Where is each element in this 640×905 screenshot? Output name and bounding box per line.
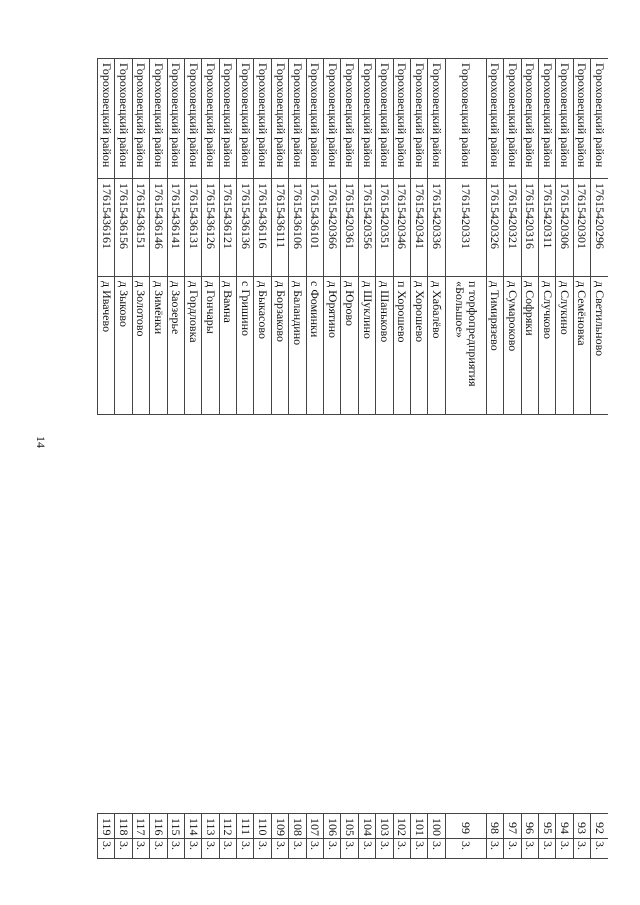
code-cell: 17615436106	[289, 179, 306, 277]
region-cell: Гороховецкий район	[306, 59, 323, 179]
row-number-cell: 119	[97, 814, 114, 839]
empty-cell	[202, 661, 219, 814]
row-number-cell: 112	[219, 814, 236, 839]
empty-cell	[556, 511, 573, 593]
code-cell: 17615436146	[150, 179, 167, 277]
row-number-cell: 100	[428, 814, 445, 839]
empty-cell	[445, 511, 486, 593]
table-row	[358, 59, 375, 859]
settlement-name-cell: д Юрово	[341, 277, 358, 415]
region-cell: Гороховецкий район	[410, 59, 427, 179]
empty-cell	[202, 593, 219, 661]
section-cell: 3.	[504, 839, 521, 859]
region-cell: Гороховецкий район	[219, 59, 236, 179]
row-number-cell: 115	[167, 814, 184, 839]
code-cell: 17615420316	[521, 179, 538, 277]
empty-cell	[271, 511, 288, 593]
empty-cell	[97, 661, 114, 814]
settlement-name-cell: д Шаньково	[376, 277, 393, 415]
row-number-cell: 107	[306, 814, 323, 839]
table-row	[167, 59, 184, 859]
empty-cell	[202, 415, 219, 511]
region-cell: Гороховецкий район	[132, 59, 149, 179]
settlement-name-cell: д Шуклино	[358, 277, 375, 415]
empty-cell	[97, 593, 114, 661]
empty-cell	[115, 593, 132, 661]
empty-cell	[237, 593, 254, 661]
empty-cell	[428, 511, 445, 593]
section-cell: 3.	[428, 839, 445, 859]
region-cell: Гороховецкий район	[97, 59, 114, 179]
region-cell: Гороховецкий район	[202, 59, 219, 179]
row-number-cell: 117	[132, 814, 149, 839]
region-cell: Гороховецкий район	[376, 59, 393, 179]
empty-cell	[289, 511, 306, 593]
code-cell: 17615436161	[97, 179, 114, 277]
section-cell: 3.	[132, 839, 149, 859]
code-cell: 17615420296	[591, 179, 608, 277]
settlement-name-cell: д Случково	[538, 277, 555, 415]
code-cell: 17615420311	[538, 179, 555, 277]
empty-cell	[556, 661, 573, 814]
empty-cell	[573, 415, 590, 511]
empty-cell	[306, 415, 323, 511]
row-number-cell: 102	[393, 814, 410, 839]
empty-cell	[486, 511, 503, 593]
row-number-cell: 94	[556, 814, 573, 839]
table-row	[254, 59, 271, 859]
section-cell: 3.	[167, 839, 184, 859]
empty-cell	[184, 661, 201, 814]
region-cell: Гороховецкий район	[237, 59, 254, 179]
region-cell: Гороховецкий район	[271, 59, 288, 179]
section-cell: 3.	[237, 839, 254, 859]
region-cell: Гороховецкий район	[324, 59, 341, 179]
settlement-name-cell: д Быкасово	[254, 277, 271, 415]
empty-cell	[538, 415, 555, 511]
row-number-cell: 105	[341, 814, 358, 839]
empty-cell	[306, 593, 323, 661]
empty-cell	[591, 593, 608, 661]
empty-cell	[591, 415, 608, 511]
table-row	[410, 59, 427, 859]
region-cell: Гороховецкий район	[538, 59, 555, 179]
empty-cell	[254, 661, 271, 814]
empty-cell	[324, 511, 341, 593]
section-cell: 3.	[115, 839, 132, 859]
table-row	[486, 59, 503, 859]
code-cell: 17615420361	[341, 179, 358, 277]
settlement-name-cell: п торфопредприятия «Большое»	[445, 277, 486, 415]
empty-cell	[428, 661, 445, 814]
empty-cell	[97, 511, 114, 593]
empty-cell	[486, 415, 503, 511]
empty-cell	[521, 511, 538, 593]
region-cell: Гороховецкий район	[358, 59, 375, 179]
section-cell: 3.	[324, 839, 341, 859]
table-row	[521, 59, 538, 859]
table-row	[115, 59, 132, 859]
table-row	[445, 59, 486, 859]
region-cell: Гороховецкий район	[341, 59, 358, 179]
empty-cell	[219, 593, 236, 661]
row-number-cell: 108	[289, 814, 306, 839]
settlement-name-cell: д Зыково	[115, 277, 132, 415]
empty-cell	[167, 593, 184, 661]
empty-cell	[167, 511, 184, 593]
row-number-cell: 113	[202, 814, 219, 839]
table-row	[237, 59, 254, 859]
empty-cell	[504, 593, 521, 661]
section-cell: 3.	[486, 839, 503, 859]
empty-cell	[538, 511, 555, 593]
row-number-cell: 109	[271, 814, 288, 839]
empty-cell	[486, 593, 503, 661]
code-cell: 17615436156	[115, 179, 132, 277]
empty-cell	[591, 511, 608, 593]
empty-cell	[115, 511, 132, 593]
code-cell: 17615420306	[556, 179, 573, 277]
code-cell: 17615420346	[393, 179, 410, 277]
empty-cell	[393, 511, 410, 593]
section-cell: 3.	[556, 839, 573, 859]
section-cell: 3.	[150, 839, 167, 859]
row-number-cell: 103	[376, 814, 393, 839]
settlement-name-cell: д Юрятино	[324, 277, 341, 415]
section-cell: 3.	[445, 839, 486, 859]
table-row	[538, 59, 555, 859]
section-cell: 3.	[410, 839, 427, 859]
empty-cell	[341, 661, 358, 814]
empty-cell	[410, 511, 427, 593]
empty-cell	[132, 661, 149, 814]
code-cell: 17615420366	[324, 179, 341, 277]
table-row	[376, 59, 393, 859]
empty-cell	[504, 661, 521, 814]
row-number-cell: 93	[573, 814, 590, 839]
empty-cell	[97, 415, 114, 511]
empty-cell	[150, 511, 167, 593]
empty-cell	[521, 593, 538, 661]
settlement-name-cell: д Золотово	[132, 277, 149, 415]
empty-cell	[115, 415, 132, 511]
settlement-name-cell: д Борзаково	[271, 277, 288, 415]
code-cell: 17615436141	[167, 179, 184, 277]
code-cell: 17615436136	[237, 179, 254, 277]
row-number-cell: 114	[184, 814, 201, 839]
row-number-cell: 101	[410, 814, 427, 839]
empty-cell	[115, 661, 132, 814]
row-number-cell: 104	[358, 814, 375, 839]
code-cell: 17615420341	[410, 179, 427, 277]
empty-cell	[254, 511, 271, 593]
empty-cell	[376, 593, 393, 661]
empty-cell	[237, 661, 254, 814]
section-cell: 3.	[591, 839, 608, 859]
empty-cell	[184, 511, 201, 593]
section-cell: 3.	[358, 839, 375, 859]
table-row	[428, 59, 445, 859]
code-cell: 17615436151	[132, 179, 149, 277]
region-cell: Гороховецкий район	[115, 59, 132, 179]
empty-cell	[358, 593, 375, 661]
empty-cell	[410, 661, 427, 814]
settlement-name-cell: д Заозерье	[167, 277, 184, 415]
empty-cell	[219, 511, 236, 593]
empty-cell	[306, 661, 323, 814]
code-cell: 17615420326	[486, 179, 503, 277]
empty-cell	[504, 511, 521, 593]
empty-cell	[324, 661, 341, 814]
settlement-name-cell: д Софряки	[521, 277, 538, 415]
empty-cell	[358, 661, 375, 814]
code-cell: 17615420351	[376, 179, 393, 277]
section-cell: 3.	[521, 839, 538, 859]
empty-cell	[504, 415, 521, 511]
empty-cell	[150, 593, 167, 661]
table-row	[184, 59, 201, 859]
empty-cell	[410, 415, 427, 511]
settlement-name-cell: д Светильново	[591, 277, 608, 415]
section-cell: 3.	[538, 839, 555, 859]
region-cell: Гороховецкий район	[184, 59, 201, 179]
table-row	[556, 59, 573, 859]
empty-cell	[341, 511, 358, 593]
region-cell: Гороховецкий район	[393, 59, 410, 179]
section-cell: 3.	[341, 839, 358, 859]
settlement-name-cell: д Вамна	[219, 277, 236, 415]
row-number-cell: 92	[591, 814, 608, 839]
code-cell: 17615436121	[219, 179, 236, 277]
empty-cell	[358, 415, 375, 511]
code-cell: 17615436111	[271, 179, 288, 277]
settlements-table	[97, 58, 608, 859]
region-cell: Гороховецкий район	[521, 59, 538, 179]
empty-cell	[521, 661, 538, 814]
row-number-cell: 118	[115, 814, 132, 839]
empty-cell	[167, 661, 184, 814]
row-number-cell: 116	[150, 814, 167, 839]
empty-cell	[521, 415, 538, 511]
settlement-name-cell: д Гордловка	[184, 277, 201, 415]
table-row	[202, 59, 219, 859]
code-cell: 17615436126	[202, 179, 219, 277]
settlement-name-cell: д Баландино	[289, 277, 306, 415]
empty-cell	[150, 661, 167, 814]
code-cell: 17615420321	[504, 179, 521, 277]
section-cell: 3.	[219, 839, 236, 859]
settlement-name-cell: с Фоминки	[306, 277, 323, 415]
table-row	[97, 59, 114, 859]
settlement-name-cell: д Ивачево	[97, 277, 114, 415]
region-cell: Гороховецкий район	[504, 59, 521, 179]
empty-cell	[573, 593, 590, 661]
empty-cell	[393, 593, 410, 661]
code-cell: 17615420356	[358, 179, 375, 277]
code-cell: 17615436116	[254, 179, 271, 277]
row-number-cell: 99	[445, 814, 486, 839]
table-row	[324, 59, 341, 859]
empty-cell	[271, 661, 288, 814]
region-cell: Гороховецкий район	[445, 59, 486, 179]
section-cell: 3.	[573, 839, 590, 859]
empty-cell	[271, 593, 288, 661]
empty-cell	[556, 593, 573, 661]
empty-cell	[341, 593, 358, 661]
empty-cell	[219, 661, 236, 814]
empty-cell	[445, 593, 486, 661]
code-cell: 17615436131	[184, 179, 201, 277]
empty-cell	[289, 593, 306, 661]
section-cell: 3.	[202, 839, 219, 859]
region-cell: Гороховецкий район	[573, 59, 590, 179]
empty-cell	[219, 415, 236, 511]
row-number-cell: 97	[504, 814, 521, 839]
empty-cell	[184, 593, 201, 661]
settlement-name-cell: д Гончары	[202, 277, 219, 415]
settlement-name-cell: д Хабалёво	[428, 277, 445, 415]
empty-cell	[410, 593, 427, 661]
empty-cell	[324, 415, 341, 511]
page-number: 14	[34, 436, 48, 448]
table-row	[341, 59, 358, 859]
empty-cell	[538, 661, 555, 814]
empty-cell	[556, 415, 573, 511]
empty-cell	[184, 415, 201, 511]
table-row	[289, 59, 306, 859]
region-cell: Гороховецкий район	[556, 59, 573, 179]
settlement-name-cell: д Хорошево	[410, 277, 427, 415]
region-cell: Гороховецкий район	[428, 59, 445, 179]
empty-cell	[289, 415, 306, 511]
empty-cell	[132, 415, 149, 511]
section-cell: 3.	[306, 839, 323, 859]
table-row	[271, 59, 288, 859]
table-row	[150, 59, 167, 859]
empty-cell	[573, 511, 590, 593]
section-cell: 3.	[254, 839, 271, 859]
empty-cell	[132, 593, 149, 661]
settlement-name-cell: д Тимирязево	[486, 277, 503, 415]
empty-cell	[358, 511, 375, 593]
section-cell: 3.	[376, 839, 393, 859]
table-row	[132, 59, 149, 859]
empty-cell	[428, 593, 445, 661]
empty-cell	[573, 661, 590, 814]
row-number-cell: 110	[254, 814, 271, 839]
settlement-name-cell: д Слукино	[556, 277, 573, 415]
empty-cell	[376, 661, 393, 814]
row-number-cell: 111	[237, 814, 254, 839]
settlement-name-cell: д Сумароково	[504, 277, 521, 415]
region-cell: Гороховецкий район	[486, 59, 503, 179]
code-cell: 17615420331	[445, 179, 486, 277]
settlement-name-cell: д Зимёнки	[150, 277, 167, 415]
empty-cell	[445, 661, 486, 814]
empty-cell	[271, 415, 288, 511]
section-cell: 3.	[393, 839, 410, 859]
empty-cell	[486, 661, 503, 814]
empty-cell	[393, 415, 410, 511]
settlement-name-cell: п Хорошево	[393, 277, 410, 415]
region-cell: Гороховецкий район	[167, 59, 184, 179]
empty-cell	[202, 511, 219, 593]
section-cell: 3.	[271, 839, 288, 859]
code-cell: 17615436101	[306, 179, 323, 277]
empty-cell	[237, 511, 254, 593]
table-row	[573, 59, 590, 859]
empty-cell	[341, 415, 358, 511]
table-row	[219, 59, 236, 859]
section-cell: 3.	[289, 839, 306, 859]
empty-cell	[428, 415, 445, 511]
table-row	[306, 59, 323, 859]
section-cell: 3.	[184, 839, 201, 859]
code-cell: 17615420301	[573, 179, 590, 277]
empty-cell	[132, 511, 149, 593]
empty-cell	[591, 661, 608, 814]
empty-cell	[237, 415, 254, 511]
empty-cell	[445, 415, 486, 511]
table-row	[393, 59, 410, 859]
empty-cell	[167, 415, 184, 511]
empty-cell	[254, 415, 271, 511]
code-cell: 17615420336	[428, 179, 445, 277]
settlements-table-rotated	[88, 58, 608, 858]
empty-cell	[289, 661, 306, 814]
empty-cell	[306, 511, 323, 593]
empty-cell	[254, 593, 271, 661]
row-number-cell: 98	[486, 814, 503, 839]
empty-cell	[538, 593, 555, 661]
table-row	[504, 59, 521, 859]
row-number-cell: 96	[521, 814, 538, 839]
empty-cell	[150, 415, 167, 511]
empty-cell	[324, 593, 341, 661]
empty-cell	[376, 511, 393, 593]
row-number-cell: 95	[538, 814, 555, 839]
row-number-cell: 106	[324, 814, 341, 839]
table-row	[591, 59, 608, 859]
region-cell: Гороховецкий район	[591, 59, 608, 179]
region-cell: Гороховецкий район	[289, 59, 306, 179]
region-cell: Гороховецкий район	[150, 59, 167, 179]
section-cell: 3.	[97, 839, 114, 859]
empty-cell	[376, 415, 393, 511]
empty-cell	[393, 661, 410, 814]
region-cell: Гороховецкий район	[254, 59, 271, 179]
settlement-name-cell: с Гришино	[237, 277, 254, 415]
settlement-name-cell: д Семёновка	[573, 277, 590, 415]
